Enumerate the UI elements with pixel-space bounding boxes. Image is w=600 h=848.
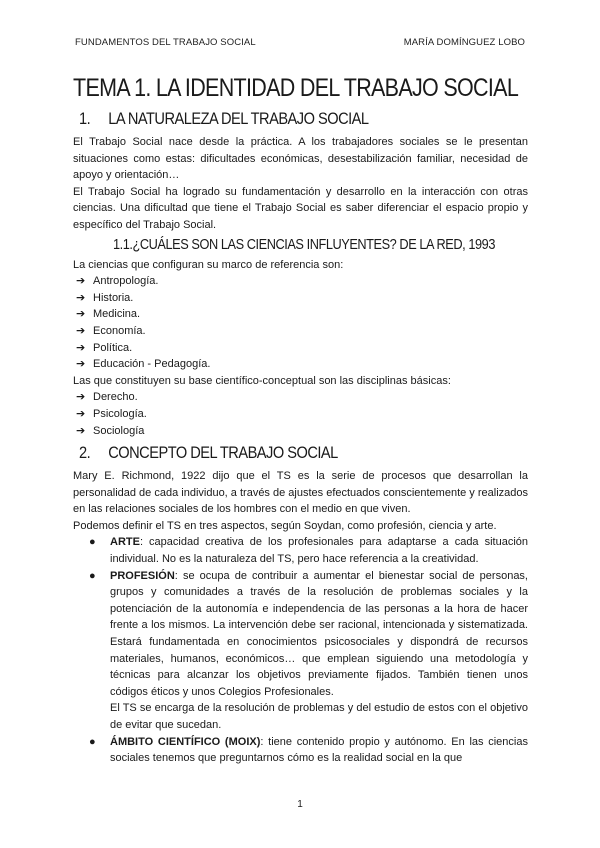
paragraph: Podemos definir el TS en tres aspectos, según Soydan, como profesión, ciencia y arte. [73,519,497,532]
list-item [73,290,528,307]
arrow-icon: ➔ [76,275,86,288]
bullet-icon: ● [89,735,96,748]
subsection-1-1-heading [113,236,495,253]
paragraph: Las que constituyen su base científico-conceptual son las disciplinas básicas: [73,374,451,387]
list-item-text: Educación - Pedagogía. [93,358,211,371]
arrow-icon: ➔ [76,358,86,371]
definition-bullets [73,534,528,766]
list-item [73,306,528,323]
section-1-heading [79,109,465,129]
bullet-text: : se ocupa de contribuir a aumentar el bienestar social de personas, grupos y comunidades a través de la resolución de problemas sociales y la potenciación de la autonomía e independencia de las personas a la hora de hacer frente a los mismos. La intervención debe ser racional, intencionada y sistematizada. Estará fundamentada en conocimientos psicosociales y dispondrá de recursos materiales, humanos, económicos… que emplean siguiendo una metodología y técnicas para alcanzar los objetivos previamente fijados. También tienen unos códigos éticos y unos Colegios Profesionales. [110,569,528,698]
list-item-text: Sociología [93,424,145,437]
page-header [75,37,525,48]
page-content [73,74,528,767]
arrow-icon: ➔ [76,407,86,420]
bullet-icon: ● [89,536,96,549]
section-title: LA NATURALEZA DEL TRABAJO SOCIAL [108,109,369,128]
section-number: 2. [79,443,91,463]
list-item-text: Historia. [93,291,134,304]
list-item [73,340,528,357]
bullet-text: : tiene contenido propio y autónomo. En las ciencias sociales tenemos que preguntarnos cómo es la realidad social en la que [110,735,528,765]
list-item [73,406,528,423]
arrow-icon: ➔ [76,324,86,337]
arrow-icon: ➔ [76,308,86,321]
list-item [73,389,528,406]
arrow-icon: ➔ [76,391,86,404]
disciplines-list [73,389,528,439]
bullet-icon: ● [89,569,96,582]
page-number: 1 [297,799,303,810]
sciences-list [73,273,528,373]
list-item-text: Medicina. [93,308,141,321]
subsection-number: 1.1. [113,236,133,253]
list-item-text: Economía. [93,324,146,337]
list-item [73,423,528,440]
section-2-heading [79,443,465,463]
list-item-text: Psicología. [93,407,147,420]
header-course: FUNDAMENTOS DEL TRABAJO SOCIAL [75,37,256,48]
list-item [73,323,528,340]
subsection-title: ¿CUÁLES SON LAS CIENCIAS INFLUYENTES? DE LA RED, 1993 [132,236,495,253]
list-item [73,273,528,290]
list-item [73,356,528,373]
bullet-text: : capacidad creativa de los profesionales para adaptarse a cada situación individual. No es la naturaleza del TS, pero hace referencia a la creatividad. [110,536,528,566]
list-item [73,534,528,567]
section-title: CONCEPTO DEL TRABAJO SOCIAL [108,443,338,463]
list-item-text: Política. [93,341,133,354]
bullet-label: PROFESIÓN [110,569,175,582]
bullet-label: ARTE [110,536,140,549]
bullet-extra-paragraph: El TS se encarga de la resolución de problemas y del estudio de estos con el objetivo de evitar que sucedan. [110,702,528,731]
arrow-icon: ➔ [76,291,86,304]
paragraph: El Trabajo Social nace desde la práctica. A los trabajadores sociales se le presentan situaciones como estas: dificultades económicas, desestabilización familiar, necesidad de apoyo y orientación… [73,136,528,182]
list-item-text: Antropología. [93,275,159,288]
section-number: 1. [79,109,91,128]
bullet-label: ÁMBITO CIENTÍFICO (MOIX) [110,735,261,748]
paragraph: El Trabajo Social ha logrado su fundamentación y desarrollo en la interacción con otras ciencias. Una dificultad que tiene el Trabajo Social es saber diferenciar el espacio propio y específico del Trabajo Social. [73,185,528,231]
list-item [73,734,528,767]
list-item-text: Derecho. [93,391,138,404]
list-item [73,568,528,734]
page-title: TEMA 1. LA IDENTIDAD DEL TRABAJO SOCIAL [73,74,519,102]
header-author: MARÍA DOMÍNGUEZ LOBO [403,37,525,48]
paragraph: Mary E. Richmond, 1922 dijo que el TS es la serie de procesos que desarrollan la personalidad de cada individuo, a través de ajustes efectuados conscientemente y realizados en las relaciones sociales de los hombres con el medio en que viven. [73,470,528,516]
arrow-icon: ➔ [76,424,86,437]
arrow-icon: ➔ [76,341,86,354]
paragraph: La ciencias que configuran su marco de referencia son: [73,258,344,271]
